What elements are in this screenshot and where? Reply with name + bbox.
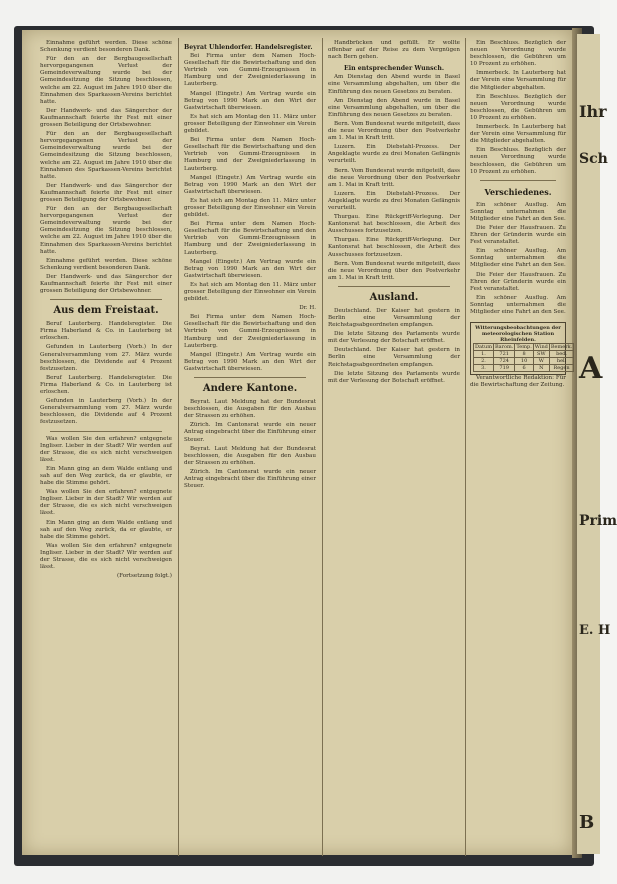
article-text: Luzern. Ein Diebstahl-Prozess. Der Angeklagte wurde zu drei Monaten Gefängnis verurteilt.: [328, 190, 460, 211]
article-text: Ein schöner Ausflug. Am Sonntag unternahmen die Mitglieder eine Fahrt an den See.: [470, 294, 566, 315]
article-text: Die letzte Sitzung des Parlaments wurde mit der Verlesung der Botschaft eröffnet.: [328, 331, 460, 345]
weather-cell: Regen: [549, 365, 573, 372]
article-text: Ein Beschluss. Bezüglich der neuen Verordnung wurde beschlossen, die Gebühren um 10 Prozent zu erhöhen.: [470, 93, 566, 121]
article-text: Die letzte Sitzung des Parlaments wurde mit der Verlesung der Botschaft eröffnet.: [328, 370, 460, 384]
article-text: Ein Mann ging an dem Walde entlang und sah auf den Weg zurück, da er glaubte, er habe die Stimme gehört.: [40, 519, 172, 540]
article-text: Beruf Lauterberg. Handelsregister. Die Firma Haberland & Co. in Lauterberg ist erloschen.: [40, 321, 172, 342]
weather-cell: 724: [493, 358, 514, 365]
weather-cell: 1.: [474, 351, 494, 358]
article-text: Beyrat. Laut Meldung hat der Bundesrat beschlossen, die Ausgaben für den Ausbau der Strassen zu erhöhen.: [184, 399, 316, 420]
continuation-note: (Fortsetzung folgt.): [116, 573, 172, 580]
article-text: Beyrat. Laut Meldung hat der Bundesrat beschlossen, die Ausgaben für den Ausbau der Strassen zu erhöhen.: [184, 445, 316, 466]
article-text: Die Feier der Hausfrauen. Zu Ehren der Gründerin wurde ein Fest veranstaltet.: [470, 224, 566, 246]
article-text: Luzern. Ein Diebstahl-Prozess. Der Angeklagte wurde zu drei Monaten Gefängnis verurteilt.: [328, 144, 460, 165]
article-text: Es hat sich am Montag den 11. März unter grosser Beteiligung der Einwohner ein Verein gebildet.: [184, 281, 316, 303]
article-text: Deutschland. Der Kaiser hat gestern in Berlin eine Versammlung der Reichstagsabgeordneten empfangen.: [328, 307, 460, 329]
article-text: Thurgau. Eine Rückgriff-Verlegung. Der Kantonsrat hat beschlossen, die Arbeit des Ausschusses fortzusetzen.: [328, 214, 460, 235]
column-4: [470, 40, 573, 854]
weather-cell: 10: [515, 358, 533, 365]
article-text: Für den an der Bergbaugesellschaft hervorgegangenen Verlust der Gemeindeverwaltung wurde bei der Gemeindesitzung die Sitzung beschlossen, welche am 22. August im Jahre 1910 über die Einnahmen des Sparkassen-Vereins berichtet hatte.: [40, 206, 172, 255]
ad-text: E. H: [579, 623, 611, 638]
weather-table-box: [470, 322, 573, 375]
weather-cell: 3.: [474, 365, 494, 372]
article-text: Der Handwerk- und das Sängerchor der Kaufmannschaft feierte ihr Fest mit einer grossen Beteiligung der Ortsbewohner.: [40, 107, 172, 129]
weather-cell: W: [533, 358, 549, 365]
weather-cell: bed.: [549, 351, 573, 358]
article-text: Ein Beschluss. Bezüglich der neuen Verordnung wurde beschlossen, die Gebühren um 10 Prozent zu erhöhen.: [470, 147, 566, 175]
ad-text: Sch: [579, 151, 608, 167]
column-3: [328, 40, 460, 854]
article-text: Die Feier der Hausfrauen. Zu Ehren der Gründerin wurde ein Fest veranstaltet.: [470, 271, 566, 292]
weather-header-cell: Datum: [475, 344, 492, 351]
column-1: [40, 40, 172, 854]
author-signature: Dr. H.: [299, 305, 316, 312]
article-text: Was wollen Sie den erfahren? entgegnete Ingliser. Lieber in der Stadt? Wir werden auf der Strasse, die es sich nicht verschweigen lässt.: [40, 542, 172, 571]
article-text: Es hat sich am Montag den 11. März unter grosser Beteiligung der Einwohner ein Verein gebildet.: [184, 197, 316, 219]
article-text: Zürich. Im Cantonsrat wurde ein neuer Antrag eingebracht über die Einführung einer Steuer.: [184, 422, 316, 443]
article-text: Handbrücken und gefüllt. Er wollte offenbar auf der Reise zu dem Vergnügen nach Bern gehen.: [328, 40, 460, 61]
article-heading: Beyrat Uhlendorfer. Handelsregister.: [184, 44, 313, 51]
article-text: Am Dienstag den Abend wurde in Basel eine Versammlung abgehalten, um über die Einführung des neuen Gesetzes zu beraten.: [328, 97, 460, 118]
weather-table: [473, 343, 574, 372]
weather-header-cell: Wind: [534, 344, 548, 351]
article-text: Bei Firma unter dem Namen Hoch-Gesellschaft für die Bewirtschaftung und den Vertrieb von Gummi-Erzeugnissen in Hamburg und der Zweigniederlassung in Lauterberg.: [184, 53, 316, 88]
divider: [194, 377, 306, 378]
article-text: Immerbeck. In Lauterberg hat der Verein eine Versammlung für die Mitglieder abgehalten.: [470, 70, 566, 91]
article-text: Es hat sich am Montag den 11. März unter grosser Beteiligung der Einwohner ein Verein gebildet.: [184, 113, 316, 135]
weather-header-cell: Temp.: [516, 344, 532, 351]
article-text: Deutschland. Der Kaiser hat gestern in Berlin eine Versammlung der Reichstagsabgeordneten empfangen.: [328, 347, 460, 368]
article-heading: Ein entsprechender Wunsch.: [344, 65, 444, 73]
article-text: Einnahme geführt werden. Diese schöne Schenkung verdient besonderen Dank.: [40, 40, 172, 54]
column-2: [184, 40, 316, 854]
ad-text: A: [579, 351, 603, 386]
article-text: Mangel (Eingetr.) Am Vertrag wurde ein Betrag von 1990 Mark an den Wirt der Gastwirtschaft überwiesen.: [184, 351, 316, 372]
weather-cell: N: [533, 365, 549, 372]
article-text: Was wollen Sie den erfahren? entgegnete Ingliser. Lieber in der Stadt? Wir werden auf der Strasse, die es sich nicht verschweigen lässt.: [40, 489, 172, 517]
section-heading: Verschiedenes.: [484, 186, 552, 197]
article-text: Was wollen Sie den erfahren? entgegnete Ingliser. Lieber in der Stadt? Wir werden auf der Strasse, die es sich nicht verschweigen lässt.: [40, 435, 172, 463]
section-heading: Aus dem Freistaat.: [53, 305, 159, 317]
article-text: Ein Mann ging an dem Walde entlang und sah auf den Weg zurück, da er glaubte, er habe die Stimme gehört.: [40, 465, 172, 487]
article-text: Für den an der Bergbaugesellschaft hervorgegangenen Verlust der Gemeindeverwaltung wurde bei der Gemeindesitzung die Sitzung beschlossen, welche am 22. August im Jahre 1910 über die Einnahmen des Sparkassen-Vereins berichtet hatte.: [40, 56, 172, 105]
divider: [338, 286, 450, 287]
article-text: Thurgau. Eine Rückgriff-Verlegung. Der Kantonsrat hat beschlossen, die Arbeit des Ausschusses fortzusetzen.: [328, 237, 460, 258]
weather-row: [474, 365, 574, 372]
article-text: Am Dienstag den Abend wurde in Basel eine Versammlung abgehalten, um über die Einführung des neuen Gesetzes zu beraten.: [328, 74, 460, 95]
article-text: Bei Firma unter dem Namen Hoch-Gesellschaft für die Bewirtschaftung und den Vertrieb von Gummi-Erzeugnissen in Hamburg und der Zweigniederlassung in Lauterberg.: [184, 314, 316, 349]
weather-cell: 2.: [474, 358, 494, 365]
article-text: Bern. Vom Bundesrat wurde mitgeteilt, dass die neue Verordnung über den Postverkehr am 1. Mai in Kraft tritt.: [328, 167, 460, 188]
article-text: Bei Firma unter dem Namen Hoch-Gesellschaft für die Bewirtschaftung und den Vertrieb von Gummi-Erzeugnissen in Hamburg und der Zweigniederlassung in Lauterberg.: [184, 137, 316, 172]
weather-cell: 719: [493, 365, 514, 372]
weather-title: Witterungsbeobachtungen der meteorologischen Station Rheinfelden.: [475, 325, 561, 344]
article-text: Bern. Vom Bundesrat wurde mitgeteilt, dass die neue Verordnung über den Postverkehr am 1. Mai in Kraft tritt.: [328, 260, 460, 281]
weather-row: [474, 351, 574, 358]
article-text: Zürich. Im Cantonsrat wurde ein neuer Antrag eingebracht über die Einführung einer Steuer.: [184, 468, 316, 490]
weather-cell: 8: [515, 351, 533, 358]
article-text: Gefunden in Lauterberg (Vorb.) In der Generalversammlung vom 27. März wurde beschlossen, die Dividende auf 4 Prozent festzusetzen.: [40, 398, 172, 426]
article-text: Beruf Lauterberg. Handelsregister. Die Firma Haberland & Co. in Lauterberg ist erloschen.: [40, 374, 172, 396]
weather-row: [474, 358, 574, 365]
section-heading: Ausland.: [369, 291, 419, 303]
weather-header-cell: Barom.: [494, 344, 514, 351]
article-text: Einnahme geführt werden. Diese schöne Schenkung verdient besonderen Dank.: [40, 257, 172, 271]
article-text: Ein schöner Ausflug. Am Sonntag unternahmen die Mitglieder eine Fahrt an den See.: [470, 248, 566, 269]
adjacent-page: [577, 34, 617, 854]
ad-text: B: [579, 812, 595, 833]
weather-header-cell: Bemerk.: [550, 344, 573, 351]
article-text: Mangel (Eingetr.) Am Vertrag wurde ein Betrag von 1990 Mark an den Wirt der Gastwirtschaft überwiesen.: [184, 90, 316, 111]
article-text: Verantwortliche Redaktion: Für die Bewirtschaftung der Zeitung.: [470, 375, 566, 389]
section-heading: Andere Kantone.: [202, 383, 298, 395]
article-text: Bei Firma unter dem Namen Hoch-Gesellschaft für die Bewirtschaftung und den Vertrieb von Gummi-Erzeugnissen in Hamburg und der Zweigniederlassung in Lauterberg.: [184, 221, 316, 256]
divider: [50, 299, 162, 300]
column-rule: [178, 38, 179, 856]
article-text: Der Handwerk- und das Sängerchor der Kaufmannschaft feierte ihr Fest mit einer grossen Beteiligung der Ortsbewohner.: [40, 182, 172, 203]
article-text: Ein schöner Ausflug. Am Sonntag unternahmen die Mitglieder eine Fahrt an den See.: [470, 201, 566, 222]
divider: [480, 180, 556, 181]
article-text: Mangel (Eingetr.) Am Vertrag wurde ein Betrag von 1990 Mark an den Wirt der Gastwirtschaft überwiesen.: [184, 258, 316, 279]
article-text: Der Handwerk- und das Sängerchor der Kaufmannschaft feierte ihr Fest mit einer grossen Beteiligung der Ortsbewohner.: [40, 273, 172, 295]
column-rule: [465, 38, 466, 856]
article-text: Für den an der Bergbaugesellschaft hervorgegangenen Verlust der Gemeindeverwaltung wurde bei der Gemeindesitzung die Sitzung beschlossen, welche am 22. August im Jahre 1910 über die Einnahmen des Sparkassen-Vereins berichtet hatte.: [40, 131, 172, 180]
weather-cell: hell: [549, 358, 573, 365]
article-text: Gefunden in Lauterberg (Vorb.) In der Generalversammlung vom 27. März wurde beschlossen, die Dividende auf 4 Prozent festzusetzen.: [40, 344, 172, 372]
ad-text: Prim: [579, 513, 617, 529]
ad-text: Ihr: [579, 102, 607, 121]
article-text: Immerbeck. In Lauterberg hat der Verein eine Versammlung für die Mitglieder abgehalten.: [470, 124, 566, 145]
divider: [50, 431, 162, 432]
column-rule: [322, 38, 323, 856]
article-text: Ein Beschluss. Bezüglich der neuen Verordnung wurde beschlossen, die Gebühren um 10 Prozent zu erhöhen.: [470, 40, 566, 68]
weather-cell: SW: [533, 351, 549, 358]
weather-cell: 6: [515, 365, 533, 372]
weather-cell: 721: [493, 351, 514, 358]
article-text: Bern. Vom Bundesrat wurde mitgeteilt, dass die neue Verordnung über den Postverkehr am 1. Mai in Kraft tritt.: [328, 120, 460, 142]
article-text: Mangel (Eingetr.) Am Vertrag wurde ein Betrag von 1990 Mark an den Wirt der Gastwirtschaft überwiesen.: [184, 174, 316, 195]
